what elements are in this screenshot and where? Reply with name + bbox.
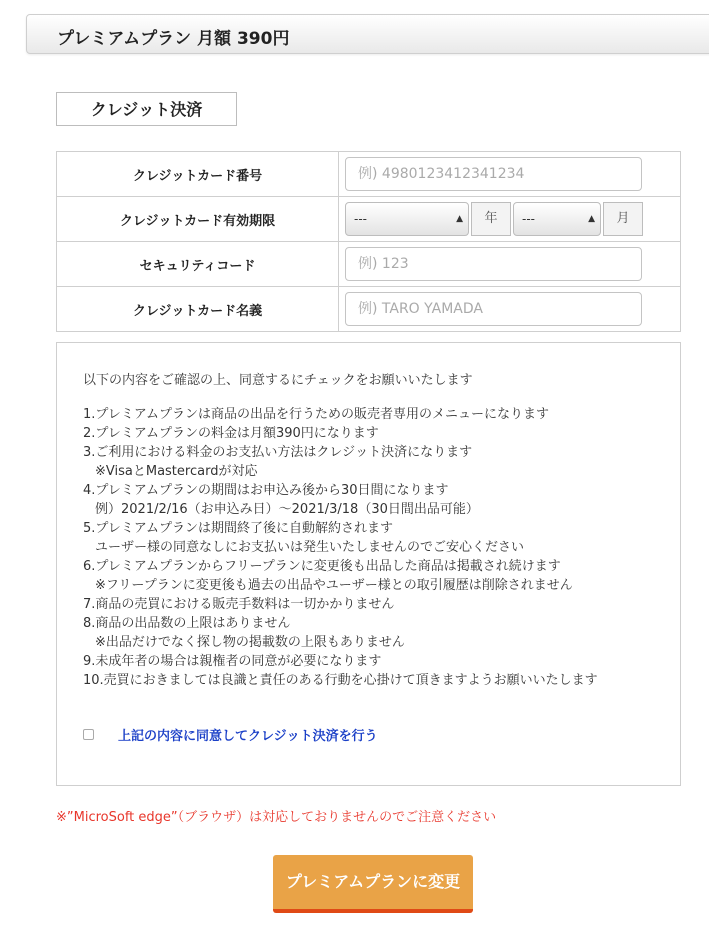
month-unit-label: 月 bbox=[603, 202, 643, 236]
terms-line: 9.未成年者の場合は親権者の同意が必要になります bbox=[83, 654, 382, 669]
terms-line: 2.プレミアムプランの料金は月額390円になります bbox=[83, 426, 379, 441]
card-number-input[interactable] bbox=[345, 157, 642, 191]
terms-box bbox=[56, 342, 681, 786]
select-arrows-icon: ▲ bbox=[588, 214, 595, 224]
plan-title: プレミアムプラン 月額 390円 bbox=[57, 29, 290, 49]
expiry-label: クレジットカード有効期限 bbox=[57, 197, 339, 242]
security-code-input[interactable] bbox=[345, 247, 642, 281]
terms-intro: 以下の内容をご確認の上、同意するにチェックをお願いいたします bbox=[83, 373, 473, 388]
security-code-label: セキュリティコード bbox=[57, 242, 339, 287]
terms-line: 3.ご利用における料金のお支払い方法はクレジット決済になります bbox=[83, 445, 473, 460]
edge-warning-text: ※”MicroSoft edge”（ブラウザ）は対応しておりませんのでご注意ください bbox=[56, 810, 497, 825]
credit-card-form bbox=[56, 151, 681, 332]
terms-line: ※フリープランに変更後も過去の出品やユーザー様との取引履歴は削除されません bbox=[95, 578, 573, 593]
section-title: クレジット決済 bbox=[56, 92, 237, 126]
terms-line: 例）2021/2/16（お申込み日）〜2021/3/18（30日間出品可能） bbox=[95, 502, 479, 517]
expiry-year-value: --- bbox=[354, 212, 367, 226]
terms-line: 7.商品の売買における販売手数料は一切かかりません bbox=[83, 597, 395, 612]
card-number-row bbox=[57, 152, 681, 197]
terms-line: ユーザー様の同意なしにお支払いは発生いたしませんのでご安心ください bbox=[95, 540, 525, 555]
expiry-year-select[interactable] bbox=[345, 202, 469, 236]
agree-checkbox[interactable] bbox=[83, 729, 94, 740]
agree-label[interactable]: 上記の内容に同意してクレジット決済を行う bbox=[118, 729, 378, 744]
card-name-row bbox=[57, 287, 681, 332]
terms-list bbox=[83, 405, 598, 690]
agree-row bbox=[83, 725, 378, 744]
card-name-input[interactable] bbox=[345, 292, 642, 326]
terms-line: 10.売買におきましては良識と責任のある行動を心掛けて頂きますようお願いいたします bbox=[83, 673, 598, 688]
terms-line: 6.プレミアムプランからフリープランに変更後も出品した商品は掲載され続けます bbox=[83, 559, 561, 574]
year-unit-label: 年 bbox=[471, 202, 511, 236]
terms-line: ※出品だけでなく探し物の掲載数の上限もありません bbox=[95, 635, 405, 650]
terms-line: 5.プレミアムプランは期間終了後に自動解約されます bbox=[83, 521, 393, 536]
terms-line: 8.商品の出品数の上限はありません bbox=[83, 616, 291, 631]
terms-line: 1.プレミアムプランは商品の出品を行うための販売者専用のメニューになります bbox=[83, 407, 549, 422]
terms-line: ※VisaとMastercardが対応 bbox=[95, 464, 258, 479]
expiry-month-select[interactable] bbox=[513, 202, 601, 236]
select-arrows-icon: ▲ bbox=[456, 214, 463, 224]
expiry-month-value: --- bbox=[522, 212, 535, 226]
card-name-label: クレジットカード名義 bbox=[57, 287, 339, 332]
change-plan-button[interactable]: プレミアムプランに変更 bbox=[273, 855, 473, 913]
card-number-label: クレジットカード番号 bbox=[57, 152, 339, 197]
expiry-row bbox=[57, 197, 681, 242]
plan-header bbox=[26, 14, 709, 54]
terms-line: 4.プレミアムプランの期間はお申込み後から30日間になります bbox=[83, 483, 449, 498]
security-code-row bbox=[57, 242, 681, 287]
